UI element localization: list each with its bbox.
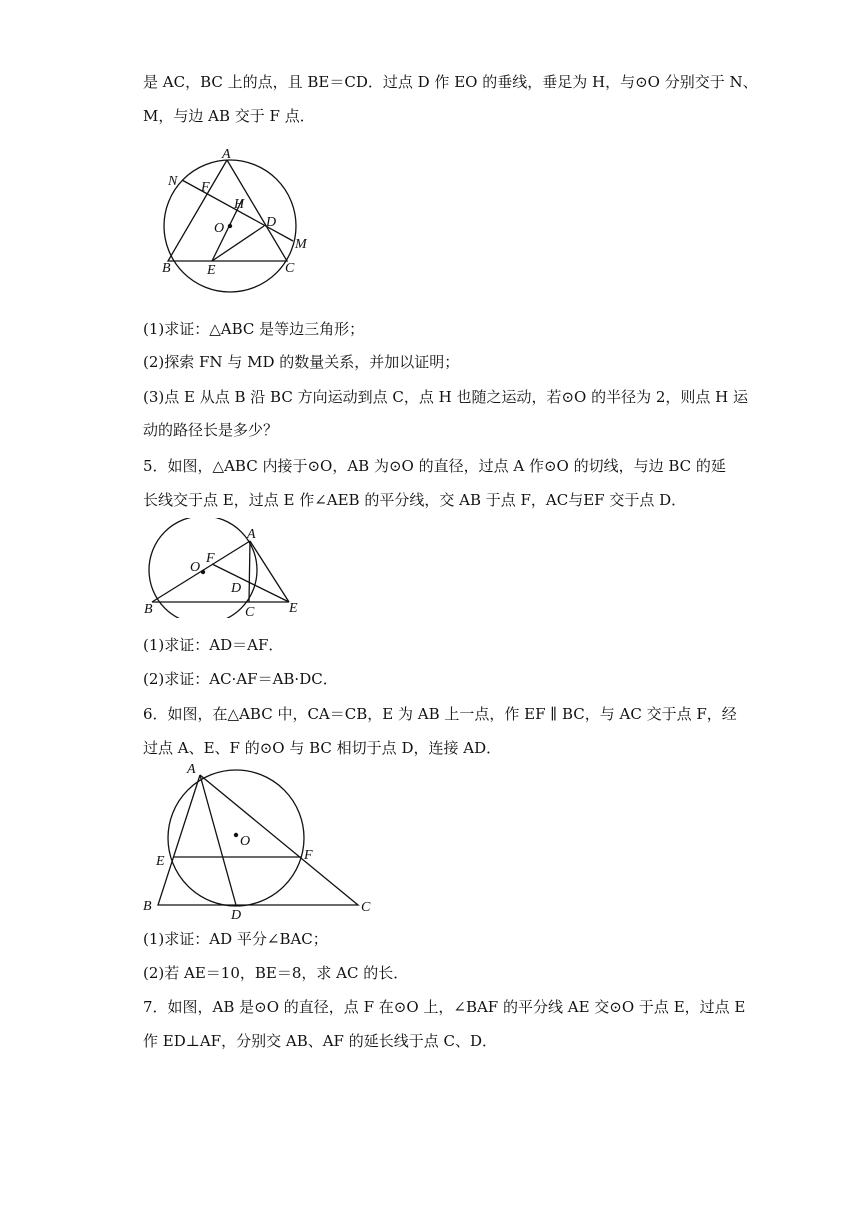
p4-question-4: 动的路径长是多少？ (143, 421, 279, 439)
fig6-label-a: A (187, 762, 196, 777)
fig6-label-e: E (156, 854, 165, 869)
fig6-label-o: O (240, 834, 251, 849)
fig5-label-a: A (247, 527, 256, 542)
fig6-label-d: D (231, 908, 242, 920)
p7-line-2: 作 ED⊥AF，分别交 AB、AF 的延长线于点 C、D． (143, 1032, 497, 1050)
fig5-circle (149, 518, 257, 618)
fig4-label-b: B (162, 261, 171, 276)
fig4-label-f: F (201, 180, 210, 195)
p5-line-2: 长线交于点 E，过点 E 作∠AEB 的平分线，交 AB 于点 F，AC与EF 交于点 D． (143, 491, 687, 509)
fig6-circle (168, 770, 304, 906)
figure-problem-5 (140, 518, 340, 618)
fig4-label-o: O (214, 221, 225, 236)
fig6-label-c: C (361, 900, 371, 915)
p4-question-3: (3)点 E 从点 B 沿 BC 方向运动到点 C，点 H 也随之运动，若⊙O 的半径为 2，则点 H 运 (143, 388, 749, 406)
p6-question-1: (1)求证：AD 平分∠BAC； (143, 930, 328, 948)
fig4-label-c: C (285, 261, 295, 276)
p7-line-1: 7．如图，AB 是⊙O 的直径，点 F 在⊙O 上，∠BAF 的平分线 AE 交⊙O 于点 E，过点 E (143, 998, 746, 1016)
fig5-label-d: D (231, 581, 242, 596)
fig5-label-b: B (144, 602, 153, 617)
fig6-label-b: B (143, 899, 152, 914)
fig5-line-ac (249, 541, 250, 602)
fig5-label-o: O (190, 560, 201, 575)
fig5-label-c: C (245, 605, 255, 618)
p6-question-2: (2)若 AE＝10，BE＝8，求 AC 的长． (143, 964, 409, 982)
fig4-label-m: M (295, 237, 307, 252)
fig5-center-dot (201, 570, 205, 574)
figure-problem-6 (140, 760, 380, 920)
figure-problem-4 (155, 145, 325, 300)
p4-question-2: (2)探索 FN 与 MD 的数量关系，并加以证明； (143, 353, 460, 371)
fig5-label-e: E (289, 601, 298, 616)
p5-question-1: (1)求证：AD＝AF． (143, 636, 284, 654)
fig6-line-ad (200, 775, 236, 905)
fig5-label-f: F (206, 551, 215, 566)
p5-question-2: (2)求证：AC·AF＝AB·DC． (143, 670, 338, 688)
fig4-label-e: E (207, 263, 216, 278)
fig4-triangle (168, 160, 287, 261)
fig4-label-a: A (222, 147, 231, 162)
fig6-label-f: F (304, 848, 313, 863)
p4-line-2: M，与边 AB 交于 F 点． (143, 107, 315, 125)
fig4-label-h: H (234, 197, 245, 212)
p4-question-1: (1)求证：△ABC 是等边三角形； (143, 320, 365, 338)
fig6-center-dot (234, 833, 238, 837)
fig4-center-dot (228, 224, 232, 228)
fig4-label-d: D (266, 215, 277, 230)
p5-line-1: 5．如图，△ABC 内接于⊙O，AB 为⊙O 的直径，过点 A 作⊙O 的切线，与边 BC 的延 (143, 457, 726, 475)
p6-line-2: 过点 A、E、F 的⊙O 与 BC 相切于点 D，连接 AD． (143, 739, 502, 757)
p4-line-1: 是 AC，BC 上的点，且 BE＝CD．过点 D 作 EO 的垂线，垂足为 H，与⊙O 分别交于 N、 (143, 73, 758, 91)
fig4-label-n: N (168, 174, 178, 189)
p6-line-1: 6．如图，在△ABC 中，CA＝CB，E 为 AB 上一点，作 EF ∥ BC，与 AC 交于点 F，经 (143, 705, 737, 723)
